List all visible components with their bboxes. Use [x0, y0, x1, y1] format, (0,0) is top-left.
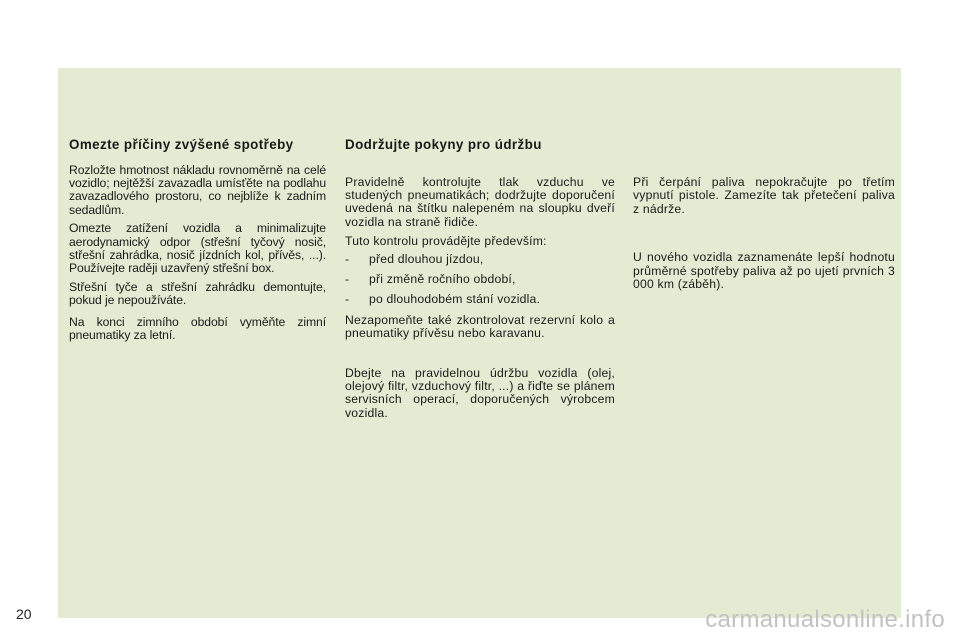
list-item: - před dlouhou jízdou,: [345, 253, 615, 266]
list-item: - po dlouhodobém stání vozidla.: [345, 293, 615, 306]
paragraph-fuel-filling: Při čerpání paliva nepokračujte po třetím vypnutí pistole. Zamezíte tak přetečení paliva z nádrže.: [633, 175, 895, 216]
list-item: - při změně ročního období,: [345, 273, 615, 286]
middle-column: [345, 138, 615, 420]
left-column: [69, 138, 326, 347]
watermark: carmanualsonline.info: [705, 606, 945, 633]
right-column: [633, 176, 895, 291]
check-list: [345, 253, 615, 307]
page-number: 20: [16, 606, 32, 622]
paragraph-winter-tyres: Na konci zimního období vyměňte zimní pneumatiky za letní.: [69, 314, 326, 342]
paragraph-regular-maintenance: Dbejte na pravidelnou údržbu vozidla (olej, olejový filtr, vzduchový filtr, ...) a řiďte se plánem servisních operací, doporučených výrobcem vozidla.: [345, 365, 615, 420]
paragraph-aerodynamics: Omezte zatížení vozidla a minimalizujte aerodynamický odpor (střešní tyčový nosič, střešní zahrádka, nosič jízdních kol, přívěs, ...). Používejte raději uzavřený střešní box.: [69, 221, 326, 276]
paragraph-roof-bars: Střešní tyče a střešní zahrádku demontujte, pokud je nepoužíváte.: [69, 279, 326, 308]
paragraph-spare-wheel: Nezapomeňte také zkontrolovat rezervní kolo a pneumatiky přívěsu nebo karavanu.: [345, 312, 615, 341]
section-heading-maintenance: Dodržujte pokyny pro údržbu: [345, 137, 542, 152]
paragraph-load-distribution: Rozložte hmotnost nákladu rovnoměrně na celé vozidlo; nejtěžší zavazadla umísťěte na podlahu zavazadlového prostoru, co nejblíže k zadním sedadlům.: [69, 162, 326, 217]
paragraph-running-in: U nového vozidla zaznamenáte lepší hodnotu průměrné spotřeby paliva až po ujetí prvních 3 000 km (záběh).: [633, 250, 895, 292]
paragraph-check-intro: Tuto kontrolu provádějte především:: [345, 234, 547, 249]
section-heading-consumption: Omezte příčiny zvýšené spotřeby: [69, 137, 294, 152]
paragraph-tyre-pressure: Pravidelně kontrolujte tlak vzduchu ve studených pneumatikách; dodržujte doporučení uvedená na štítku nalepeném na sloupku dveří vozidla na straně řidiče.: [345, 174, 615, 229]
